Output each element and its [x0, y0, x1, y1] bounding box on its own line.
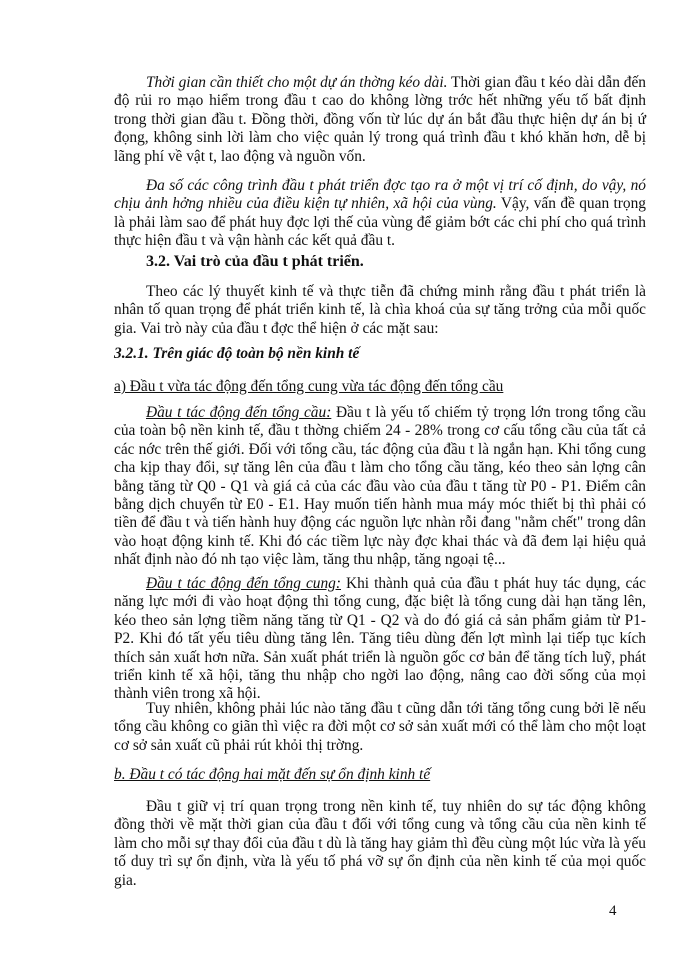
paragraph-fixed-location [114, 177, 646, 251]
paragraph-body: Vậy, vấn đề quan trọng là phải làm sao để phát huy đợc lợi thế của vùng để giảm bớt các chi phí cho quá trình thực hiện đầu t và vận hành các kết quả đầu t. [114, 195, 646, 250]
paragraph-aggregate-demand [114, 404, 646, 570]
paragraph-project-duration [114, 74, 646, 166]
paragraph-aggregate-supply [114, 575, 646, 704]
paragraph-caveat: Tuy nhiên, không phải lúc nào tăng đầu t cũng dẫn tới tăng tổng cung bởi lẽ nếu tổng cầu không co giãn thì việc ra đời một cơ sở sản xuất mới có thể làm cho một loạt cơ sở sản xuất cũ phải rút khỏi thị trờng. [114, 700, 646, 754]
subheading-macro: 3.2.1. Trên giác độ toàn bộ nền kinh tế [114, 345, 360, 362]
paragraph-role-intro: Theo các lý thuyết kinh tế và thực tiễn đã chứng minh rằng đầu t phát triển là nhân tố quan trọng để phát triển kinh tế, là chìa khoá của sự tăng trởng của mỗi quốc gia. Vai trò này của đầu t đợc thể hiện ở các mặt sau: [114, 283, 646, 337]
paragraph-lead-italic: Đa số các công trình đầu t phát triển đợc tạo ra ở một vị trí cố định, do vậy, nó chịu ảnh hởng nhiều của điều kiện tự nhiên, xã hội của vùng. [114, 177, 646, 213]
paragraph-body: Đầu t là yếu tố chiếm tỷ trọng lớn trong tổng cầu của toàn bộ nền kinh tế, đầu t thờng chiếm 24 - 28% trong cơ cấu tổng cầu của tất cả các nớc trên thế giới. Đối với tổng cầu, tác động của đầu t là ngắn hạn. Khi tổng cung cha kịp thay đổi, sự tăng lên của đầu t làm cho tổng cầu tăng, kéo theo sản lợng cân bằng tăng từ Q0 - Q1 và giá cả của các đầu vào của đầu t tăng từ P0 - P1. Điểm cân bằng dịch chuyển từ E0 - E1. Hay muốn tiến hành mua máy móc thiết bị thì phải có tiền để đầu t và tiến hành huy động các nguồn lực nhàn rỗi đang "nằm chết" trong dân vào hoạt động kinh tế. Khi đó các tiềm lực này đợc khai thác và đã đem lại hiệu quả nhất định nào đó nh tạo việc làm, tăng thu nhập, tăng ngoại tệ... [114, 404, 646, 569]
section-heading: 3.2. Vai trò của đầu t phát triển. [146, 253, 364, 270]
subheading-b: b. Đầu t có tác động hai mặt đến sự ổn định kinh tế [114, 766, 431, 783]
paragraph-lead-italic: Đầu t tác động đến tổng cầu: [146, 404, 332, 421]
paragraph-body: Khi thành quả của đầu t phát huy tác dụng, các năng lực mới đi vào hoạt động thì tổng cung, đặc biệt là tổng cung dài hạn tăng lên, kéo theo sản lợng tiềm năng tăng từ Q1 - Q2 và do đó giá cả sản phẩm giảm từ P1- P2. Khi đó tất yếu tiêu dùng tăng lên. Tăng tiêu dùng đến lợt mình lại tiếp tục kích thích sản xuất hơn nữa. Sản xuất phát triển là nguồn gốc cơ bản để tăng tích luỹ, phát triển kinh tế xã hội, tăng thu nhập cho ngời lao động, nâng cao đời sống của mọi thành viên trong xã hội. [114, 575, 647, 703]
paragraph-lead-italic: Thời gian cần thiết cho một dự án thờng kéo dài. [146, 74, 448, 91]
paragraph-body: Thời gian đầu t kéo dài dẫn đến độ rủi ro mạo hiểm trong đầu t cao do không lờng trớc hết những yếu tố bất định trong thời gian đầu t. Đồng thời, đồng vốn từ lúc dự án bắt đầu thực hiện dự án bị ứ đọng, không sinh lời làm cho việc quản lý trong quá trình đầu t khó khăn hơn, dễ bị lãng phí về vật t, lao động và nguồn vốn. [114, 74, 646, 165]
paragraph-lead-italic: Đầu t tác động đến tổng cung: [146, 575, 341, 592]
paragraph-stability: Đầu t giữ vị trí quan trọng trong nền kinh tế, tuy nhiên do sự tác động không đồng thời về mặt thời gian của đầu t đối với tổng cung và tổng cầu của nền kinh tế làm cho mỗi sự thay đổi của đầu t dù là tăng hay giảm thì đều cùng một lúc vừa là yếu tố duy trì sự ổn định, vừa là yếu tố phá vỡ sự ổn định của nền kinh tế của mọi quốc gia. [114, 798, 646, 889]
page-number: 4 [609, 903, 617, 919]
subheading-a: a) Đầu t vừa tác động đến tổng cung vừa tác động đến tổng cầu [114, 378, 504, 395]
